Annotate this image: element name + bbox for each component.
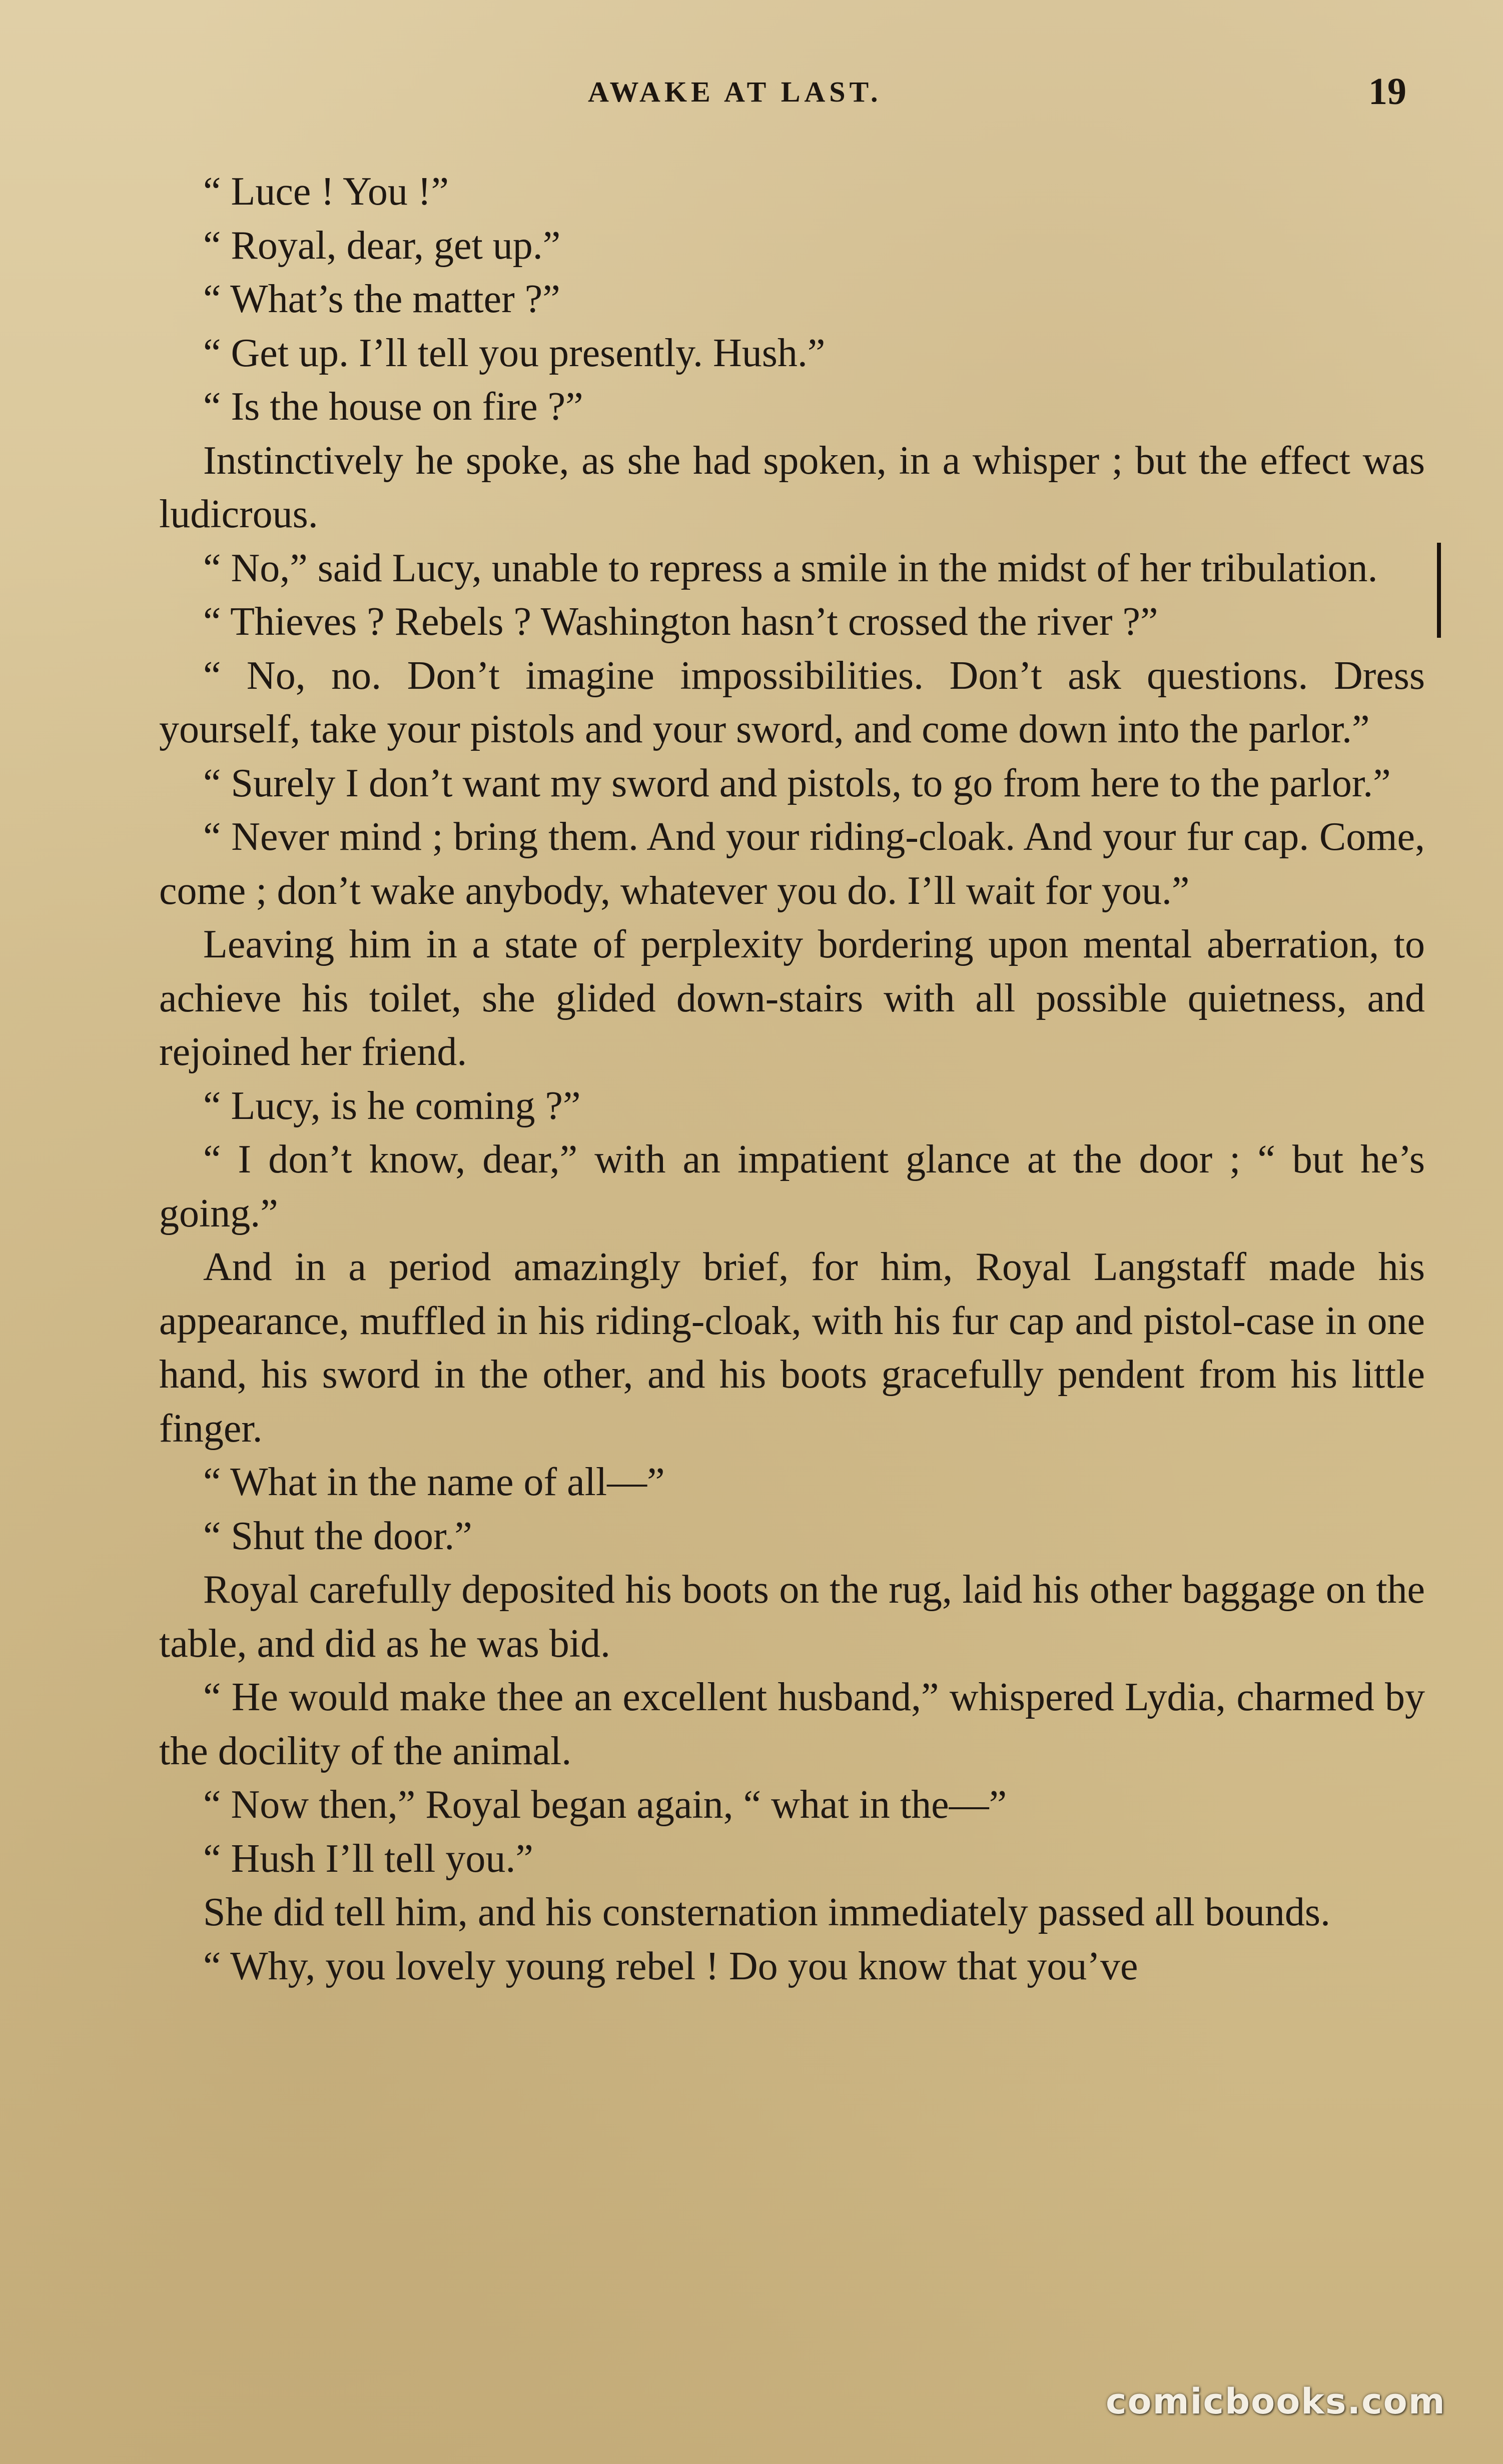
- paragraph: “ Lucy, is he coming ?”: [203, 1083, 581, 1128]
- paragraph: Instinctively he spoke, as she had spoken, in a whisper ; but the effect was ludicrous.: [159, 438, 1425, 536]
- running-head: [0, 71, 1503, 120]
- paragraph: “ No, no. Don’t imagine impossibilities. Don’t ask questions. Dress yourself, take your pistols and your sword, and come down into the parlor.”: [159, 653, 1425, 751]
- paragraph: “ No,” said Lucy, unable to repress a smile in the midst of her tribulation.: [203, 546, 1378, 590]
- paragraph: And in a period amazingly brief, for him, Royal Langstaff made his appearance, muffled in his riding-cloak, with his fur cap and pistol-case in one hand, his sword in the other, and his boots gracefully pendent from his little finger.: [159, 1245, 1425, 1451]
- paragraph: “ Thieves ? Rebels ? Washington hasn’t crossed the river ?”: [203, 600, 1158, 644]
- body-text: [159, 165, 1425, 1993]
- paragraph: “ What in the name of all—”: [203, 1460, 665, 1504]
- paragraph: “ Why, you lovely young rebel ! Do you know that you’ve: [203, 1944, 1138, 1988]
- paragraph: “ Luce ! You !”: [203, 170, 449, 214]
- paragraph: Leaving him in a state of perplexity bordering upon mental aberration, to achieve his toilet, she glided down-stairs with all possible quietness, and rejoined her friend.: [159, 922, 1425, 1074]
- watermark: comicbooks.com: [1106, 2381, 1446, 2422]
- paragraph: “ Hush I’ll tell you.”: [203, 1836, 533, 1881]
- page-number: 19: [1368, 71, 1406, 113]
- paragraph: Royal carefully deposited his boots on the rug, laid his other baggage on the table, and did as he was bid.: [159, 1568, 1425, 1666]
- paragraph: “ I don’t know, dear,” with an impatient glance at the door ; “ but he’s going.”: [159, 1137, 1425, 1236]
- paragraph: “ Surely I don’t want my sword and pistols, to go from here to the parlor.”: [203, 761, 1391, 805]
- paragraph: “ He would make thee an excellent husband,” whispered Lydia, charmed by the docility of the animal.: [159, 1675, 1425, 1773]
- paragraph: “ Is the house on fire ?”: [203, 385, 583, 429]
- paragraph: “ Royal, dear, get up.”: [203, 223, 561, 268]
- paragraph: “ Shut the door.”: [203, 1514, 472, 1558]
- paragraph: “ What’s the matter ?”: [203, 277, 560, 321]
- paragraph: “ Now then,” Royal began again, “ what in the—”: [203, 1783, 1007, 1827]
- margin-mark: [1437, 543, 1441, 638]
- paragraph: “ Get up. I’ll tell you presently. Hush.”: [203, 331, 826, 375]
- running-head-title: AWAKE AT LAST.: [588, 76, 882, 108]
- paragraph: She did tell him, and his consternation immediately passed all bounds.: [203, 1890, 1330, 1934]
- paragraph: “ Never mind ; bring them. And your riding-cloak. And your fur cap. Come, come ; don’t wake anybody, whatever you do. I’ll wait for you.”: [159, 815, 1425, 913]
